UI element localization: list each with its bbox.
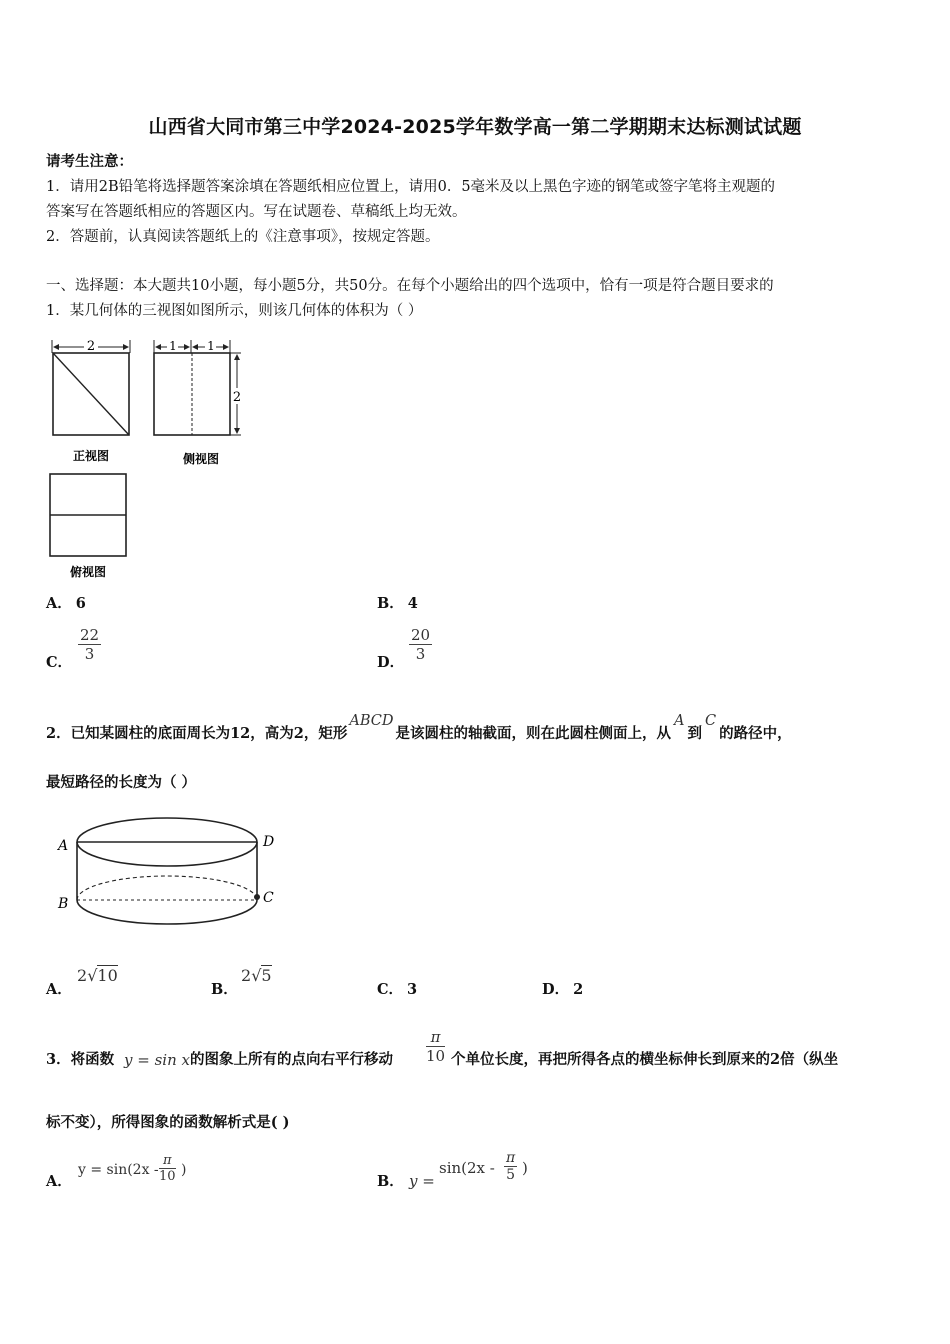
sqrt-icon: √ [87, 966, 98, 985]
point-c: C [704, 713, 717, 729]
fraction [409, 626, 432, 663]
denominator: 3 [415, 645, 426, 663]
front-view-caption: 正视图 [72, 449, 110, 463]
expression-prefix: y = sin(2x - [78, 1162, 159, 1178]
coefficient: 2 [77, 966, 88, 985]
q3-option-b[interactable] [377, 1150, 677, 1200]
vertex-d-label: D [263, 834, 275, 850]
question-2-stem-cont: 最短路径的长度为（ ） [46, 774, 197, 791]
question-3-stem-b: 的图象上所有的点向右平行移动 [190, 1051, 393, 1068]
option-value: 3 [407, 981, 418, 998]
numerator: π [426, 1028, 445, 1047]
option-label: B． [377, 1173, 404, 1190]
denominator: 5 [506, 1167, 516, 1183]
notice-line-2: 2．答题前，认真阅读答题纸上的《注意事项》，按规定答题。 [46, 229, 440, 245]
radicand: 5 [261, 966, 272, 985]
q2-option-c[interactable] [377, 980, 417, 1000]
expression-prefix: sin(2x - [439, 1159, 495, 1177]
denominator: 10 [159, 1169, 176, 1184]
denominator: 10 [426, 1047, 446, 1065]
option-label: B． [377, 595, 404, 612]
question-3-stem-c: 个单位长度，再把所得各点的横坐标伸长到原来的2倍（纵坐 [451, 1051, 839, 1068]
three-view-figure [44, 335, 254, 585]
option-label: A． [46, 595, 72, 612]
notice-heading: 请考生注意： [46, 153, 133, 170]
function-expression: y = sin x [124, 1051, 190, 1069]
question-3-stem-a: 3．将函数 [46, 1051, 115, 1068]
fraction [504, 1150, 517, 1183]
numerator: 20 [411, 626, 431, 644]
option-label: C． [46, 654, 73, 671]
q2-option-a[interactable] [46, 962, 166, 1002]
option-label: D． [542, 981, 570, 998]
shift-fraction [426, 1028, 445, 1065]
q2-option-d[interactable] [542, 980, 583, 1000]
rect-name: ABCD [349, 713, 394, 729]
front-view [52, 338, 130, 463]
fraction [78, 626, 101, 663]
side-height-label: 2 [232, 390, 242, 405]
option-value: 4 [407, 595, 418, 612]
cylinder-figure [50, 808, 290, 938]
expression-y: y = [409, 1172, 435, 1190]
sqrt-icon: √ [251, 966, 262, 985]
notice-line-1a: 1．请用2B铅笔将选择题答案涂填在答题纸相应位置上，请用0．5毫米及以上黑色字迹的钢笔或签字笔将主观题的 [46, 179, 776, 195]
point-a: A [673, 713, 685, 729]
q1-option-a[interactable] [46, 594, 86, 614]
option-value: 2 [573, 981, 584, 998]
numerator: 22 [80, 626, 100, 644]
expression-suffix: ) [522, 1159, 528, 1177]
page-title: 山西省大同市第三中学2024-2025学年数学高一第二学期期末达标测试试题 [148, 116, 802, 138]
side-view [154, 339, 243, 466]
q1-option-b[interactable] [377, 594, 418, 614]
top-view [50, 474, 126, 579]
radical-expression [241, 966, 272, 985]
vertex-c-label: C [263, 890, 274, 906]
numerator: π [506, 1150, 516, 1166]
option-label: C． [377, 981, 404, 998]
notice-line-1b: 答案写在答题纸相应的答题区内。写在试题卷、草稿纸上均无效。 [46, 204, 467, 220]
stem-part: 到 [687, 725, 702, 742]
denominator: 3 [84, 645, 95, 663]
question-2-stem [46, 713, 792, 744]
side-view-caption: 侧视图 [182, 452, 220, 466]
stem-part: 的路径中， [719, 725, 792, 742]
q3-option-a[interactable] [46, 1150, 346, 1200]
expression-suffix: ) [181, 1162, 187, 1178]
vertex-b-label: B [58, 896, 69, 912]
option-value: 6 [75, 595, 86, 612]
front-width-label: 2 [86, 339, 96, 354]
stem-part: 2．已知某圆柱的底面周长为12，高为2，矩形 [46, 725, 348, 742]
option-label: D． [377, 654, 405, 671]
side-width-label-1: 1 [169, 339, 177, 353]
radical-expression [77, 966, 118, 985]
stem-part: 是该圆柱的轴截面，则在此圆柱侧面上，从 [395, 725, 671, 742]
vertex-a-label: A [58, 838, 69, 854]
fraction [159, 1153, 176, 1184]
option-label: B． [211, 981, 238, 998]
option-label: A． [46, 1173, 72, 1190]
top-view-caption: 俯视图 [69, 565, 107, 579]
coefficient: 2 [241, 966, 252, 985]
q2-option-b[interactable] [211, 962, 331, 1002]
question-3-stem-d: 标不变），所得图象的函数解析式是( ) [46, 1114, 290, 1131]
side-width-label-2: 1 [207, 339, 215, 353]
question-1-stem: 1．某几何体的三视图如图所示，则该几何体的体积为（ ） [46, 303, 423, 319]
option-label: A． [46, 981, 72, 998]
numerator: π [159, 1153, 176, 1169]
section-heading: 一、选择题：本大题共10小题，每小题5分，共50分。在每个小题给出的四个选项中，恰有一项是符合题目要求的 [46, 278, 774, 294]
radicand: 10 [97, 966, 118, 985]
